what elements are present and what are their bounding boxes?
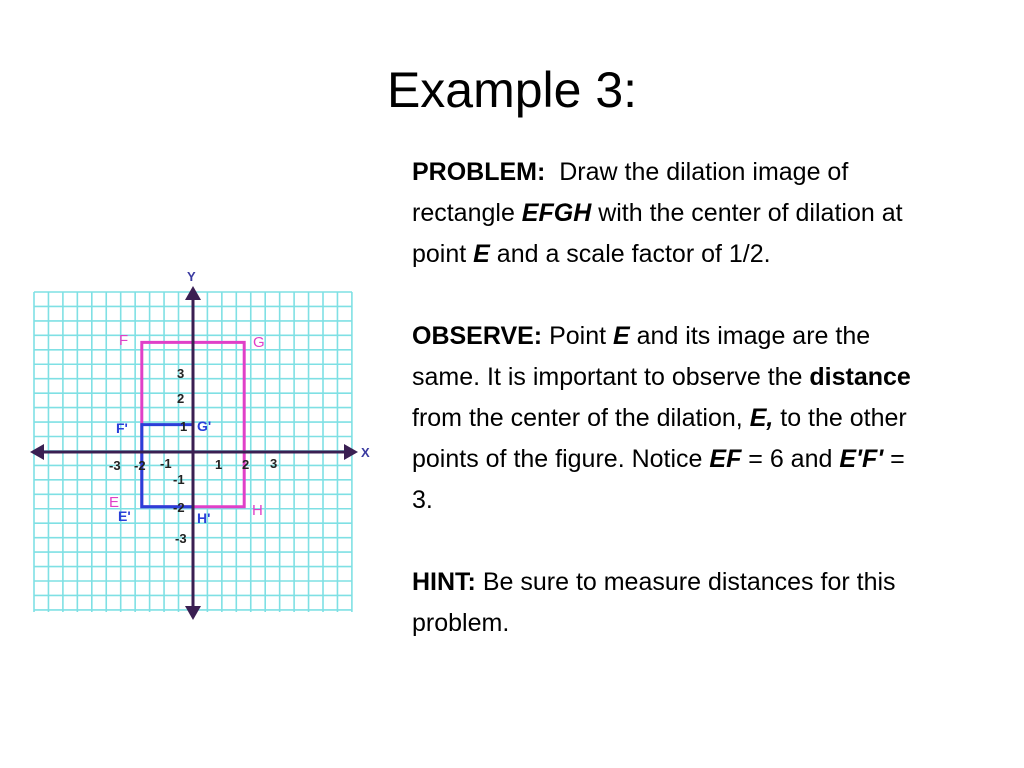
observe-ef: EF	[709, 445, 742, 473]
problem-e: E	[473, 240, 490, 268]
observe-paragraph	[412, 316, 932, 521]
y-axis-arrow-bottom	[185, 606, 201, 620]
x-tick-label: -2	[134, 458, 146, 473]
observe-e: E	[613, 322, 630, 350]
y-tick-label: -1	[173, 472, 185, 487]
problem-text	[412, 152, 932, 644]
y-axis-label: Y	[187, 269, 196, 284]
hint-paragraph	[412, 562, 932, 644]
label-e-prime: E'	[118, 508, 131, 524]
problem-label: PROBLEM:	[412, 158, 546, 186]
x-axis-arrow-right	[344, 444, 358, 460]
y-tick-label: -2	[173, 500, 185, 515]
x-axis-label: X	[361, 445, 370, 460]
slide-title: Example 3:	[386, 62, 638, 118]
label-f-prime: F'	[116, 420, 128, 436]
x-tick-label: 3	[270, 456, 278, 471]
label-f: F	[119, 332, 129, 349]
problem-text-2: with the center of dilation at point	[412, 199, 903, 268]
observe-text-1: Point	[542, 322, 614, 350]
y-tick-label: 3	[177, 366, 185, 381]
y-tick-label: -3	[175, 531, 187, 546]
observe-label: OBSERVE:	[412, 322, 543, 350]
observe-distance: distance	[809, 363, 911, 391]
y-axis-arrow-top	[185, 286, 201, 300]
y-tick-label: 2	[177, 391, 185, 406]
observe-text-6: = 3.	[412, 445, 905, 514]
observe-efp: E'F'	[839, 445, 884, 473]
label-g: G	[253, 334, 265, 351]
x-axis-arrow-left	[30, 444, 44, 460]
hint-label: HINT:	[412, 568, 476, 596]
x-tick-label: 2	[242, 457, 250, 472]
observe-e2: E,	[749, 404, 774, 432]
x-tick-label: 1	[215, 457, 223, 472]
problem-text-3: and a scale factor of 1/2.	[489, 240, 771, 268]
x-tick-label: -3	[109, 458, 121, 473]
observe-text-5: = 6 and	[741, 445, 840, 473]
hint-text: Be sure to measure distances for this problem.	[412, 568, 896, 637]
label-e: E	[109, 494, 120, 511]
problem-text-1: Draw the dilation image of rectangle	[412, 158, 849, 227]
label-h-prime: H'	[197, 510, 211, 526]
problem-efgh: EFGH	[521, 199, 592, 227]
problem-paragraph	[412, 152, 932, 275]
coordinate-graph	[0, 0, 400, 640]
observe-text-2: and its image are the same. It is important to observe the	[412, 322, 871, 391]
x-tick-label: -1	[160, 456, 172, 471]
label-h: H	[252, 502, 263, 519]
y-tick-label: 1	[180, 419, 188, 434]
label-g-prime: G'	[197, 418, 212, 434]
observe-text-3: from the center of the dilation,	[412, 404, 750, 432]
observe-text-4: to the other points of the figure. Notice	[412, 404, 907, 473]
